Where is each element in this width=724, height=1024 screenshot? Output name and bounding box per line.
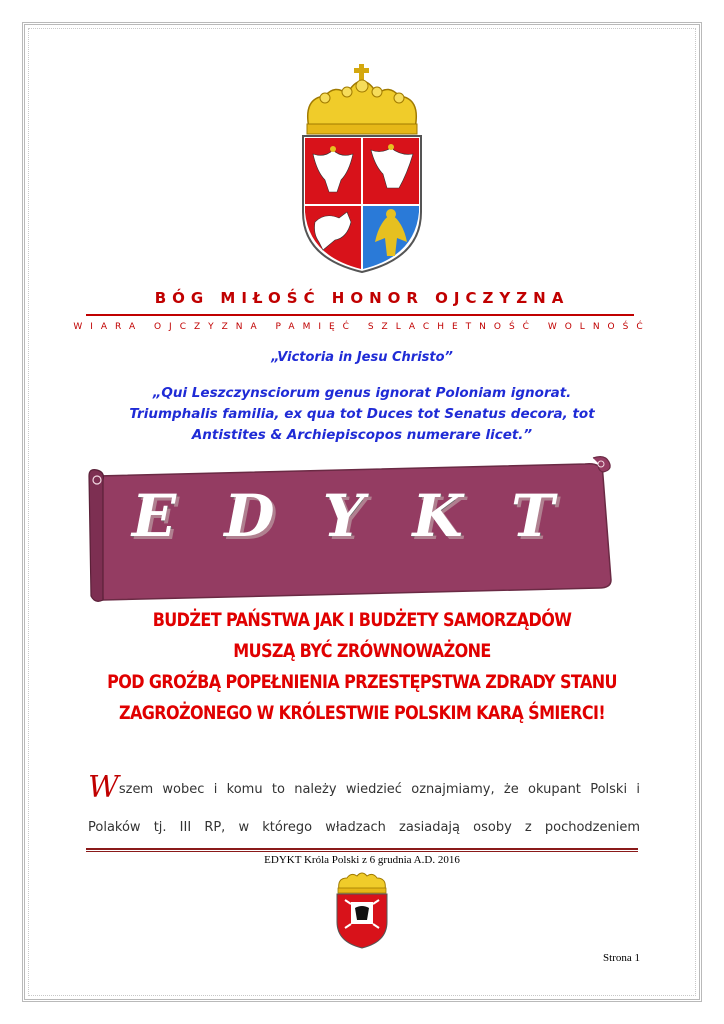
motto-main: BÓG MIŁOŚĆ HONOR OJCZYZNA [154, 289, 570, 307]
body-paragraph-line: Polaków tj. III RP, w którego władzach zasiadają osoby z pochodzeniem [88, 820, 640, 835]
red-divider [86, 314, 634, 316]
motto-sub: WIARA OJCZYZNA PAMIĘĆ SZLACHETNOŚĆ WOLNOŚĆ [73, 322, 651, 332]
decree-line: BUDŻET PAŃSTWA JAK I BUDŻETY SAMORZĄDÓW [152, 608, 572, 631]
latin-motto: „Victoria in Jesu Christo” [271, 350, 453, 365]
body-paragraph-line [88, 770, 640, 805]
small-coat-of-arms-icon [333, 868, 391, 950]
decree-line: MUSZĄ BYĆ ZRÓWNOWAŻONE [233, 639, 491, 662]
latin-quote-line: Antistites & Archiepiscopos numerare licet.” [191, 427, 533, 443]
decree-text [0, 604, 724, 728]
body-text: szem wobec i komu to należy wiedzieć oznajmiamy, że okupant Polski i [118, 782, 640, 797]
banner-title: E D Y K T [131, 482, 569, 550]
decree-line: ZAGROŻONEGO W KRÓLESTWIE POLSKIM KARĄ ŚMIERCI! [118, 701, 606, 724]
drop-cap: W [88, 770, 119, 805]
footer-title: EDYKT Króla Polski z 6 grudnia A.D. 2016 [264, 854, 460, 866]
latin-quote [0, 383, 724, 446]
footer-divider [86, 848, 638, 852]
latin-quote-line: Triumphalis familia, ex qua tot Duces tot Senatus decora, tot [129, 406, 595, 422]
decree-line: POD GROŹBĄ POPEŁNIENIA PRZESTĘPSTWA ZDRADY STANU [107, 670, 617, 693]
page-number: Strona 1 [603, 952, 640, 964]
coat-of-arms-icon [295, 62, 429, 276]
latin-quote-line: „Qui Leszczynsciorum genus ignorat Poloniam ignorat. [152, 385, 572, 401]
